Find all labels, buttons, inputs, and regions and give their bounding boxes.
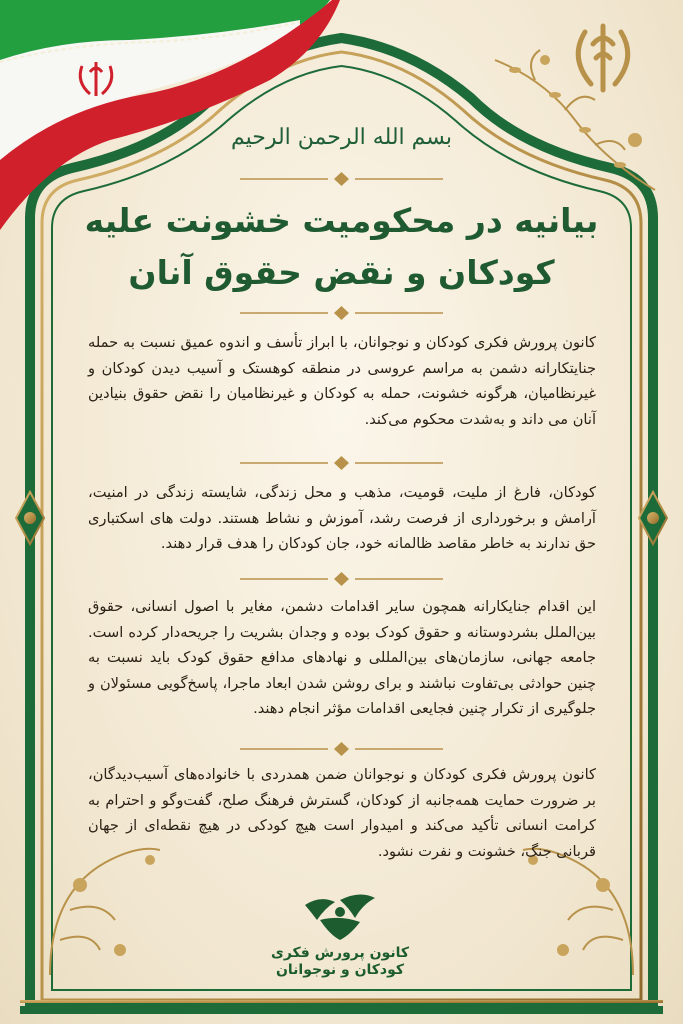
title-line-2: کودکان و نقض حقوق آنان xyxy=(128,253,555,292)
title-line-1: بیانیه در محکومیت خشونت علیه xyxy=(84,201,599,240)
page-title xyxy=(60,195,623,299)
kanoon-logo-icon xyxy=(265,890,415,945)
kanoon-logo xyxy=(265,890,415,990)
floral-ornament-icon xyxy=(485,40,665,210)
paragraph: کانون پرورش فکری کودکان و نوجوانان، با ابراز تأسف و اندوه عمیق نسبت به حمله جنایتکارانه دشمن به مراسم عروسی در منطقه کوهستک و آسیب دیدن کودکان و غیرنظامیان، هرگونه خشونت، حمله به کودکان و غیرنظامیان را نقض حقوق بنیادین آنان می داند و به‌شدت محکوم می‌کند. xyxy=(88,334,596,428)
paragraph: کانون پرورش فکری کودکان و نوجوانان ضمن همدردی با خانواده‌های آسیب‌دیدگان، بر ضرورت حمایت همه‌جانبه از کودکان، گسترش فرهنگ صلح، گفت‌وگو و احترام به کرامت انسانی تأکید می‌کند و امیدوار است هیچ کودکی در هیچ نقطه‌ای از جهان قربانی جنگ، خشونت و نفرت نشود. xyxy=(88,766,596,860)
divider-ornament xyxy=(240,742,443,756)
paragraph: کودکان، فارغ از ملیت، قومیت، مذهب و محل زندگی، شایسته زندگی در امنیت، آرامش و برخورداری از فرصت رشد، آموزش و نشاط هستند. دولت های اسکتباری حق ندارند به خاطر مقاصد ظالمانه خود، جان کودکان را هدف قرار دهند. xyxy=(88,484,596,552)
divider-ornament xyxy=(240,572,443,586)
divider-ornament xyxy=(240,456,443,470)
paragraph: این اقدام جنایکارانه همچون سایر اقدامات دشمن، مغایر با اصول انسانی، حقوق بین‌الملل بشردوستانه و حقوق کودک بوده و وجدان بشریت را جریحه‌دار کرده است. جامعه جهانی، سازمان‌های بین‌المللی و نهادهای مدافع حقوق کودک باید نسبت به چنین حوادثی بی‌تفاوت نباشند و برای روشن شدن ابعاد ماجرا، پاسخ‌گویی مسئولان و جلوگیری از تکرار چنین فجایعی اقدامات مؤثر انجام دهند. xyxy=(88,598,596,717)
logo-line-2: کودکان و نوجوانان xyxy=(275,962,405,978)
divider-ornament xyxy=(240,172,443,186)
bismillah: بسم الله الرحمن الرحیم xyxy=(230,125,453,150)
divider-ornament xyxy=(240,306,443,320)
logo-text xyxy=(265,945,415,979)
logo-line-1: کانون پرورش فکری xyxy=(270,945,410,961)
